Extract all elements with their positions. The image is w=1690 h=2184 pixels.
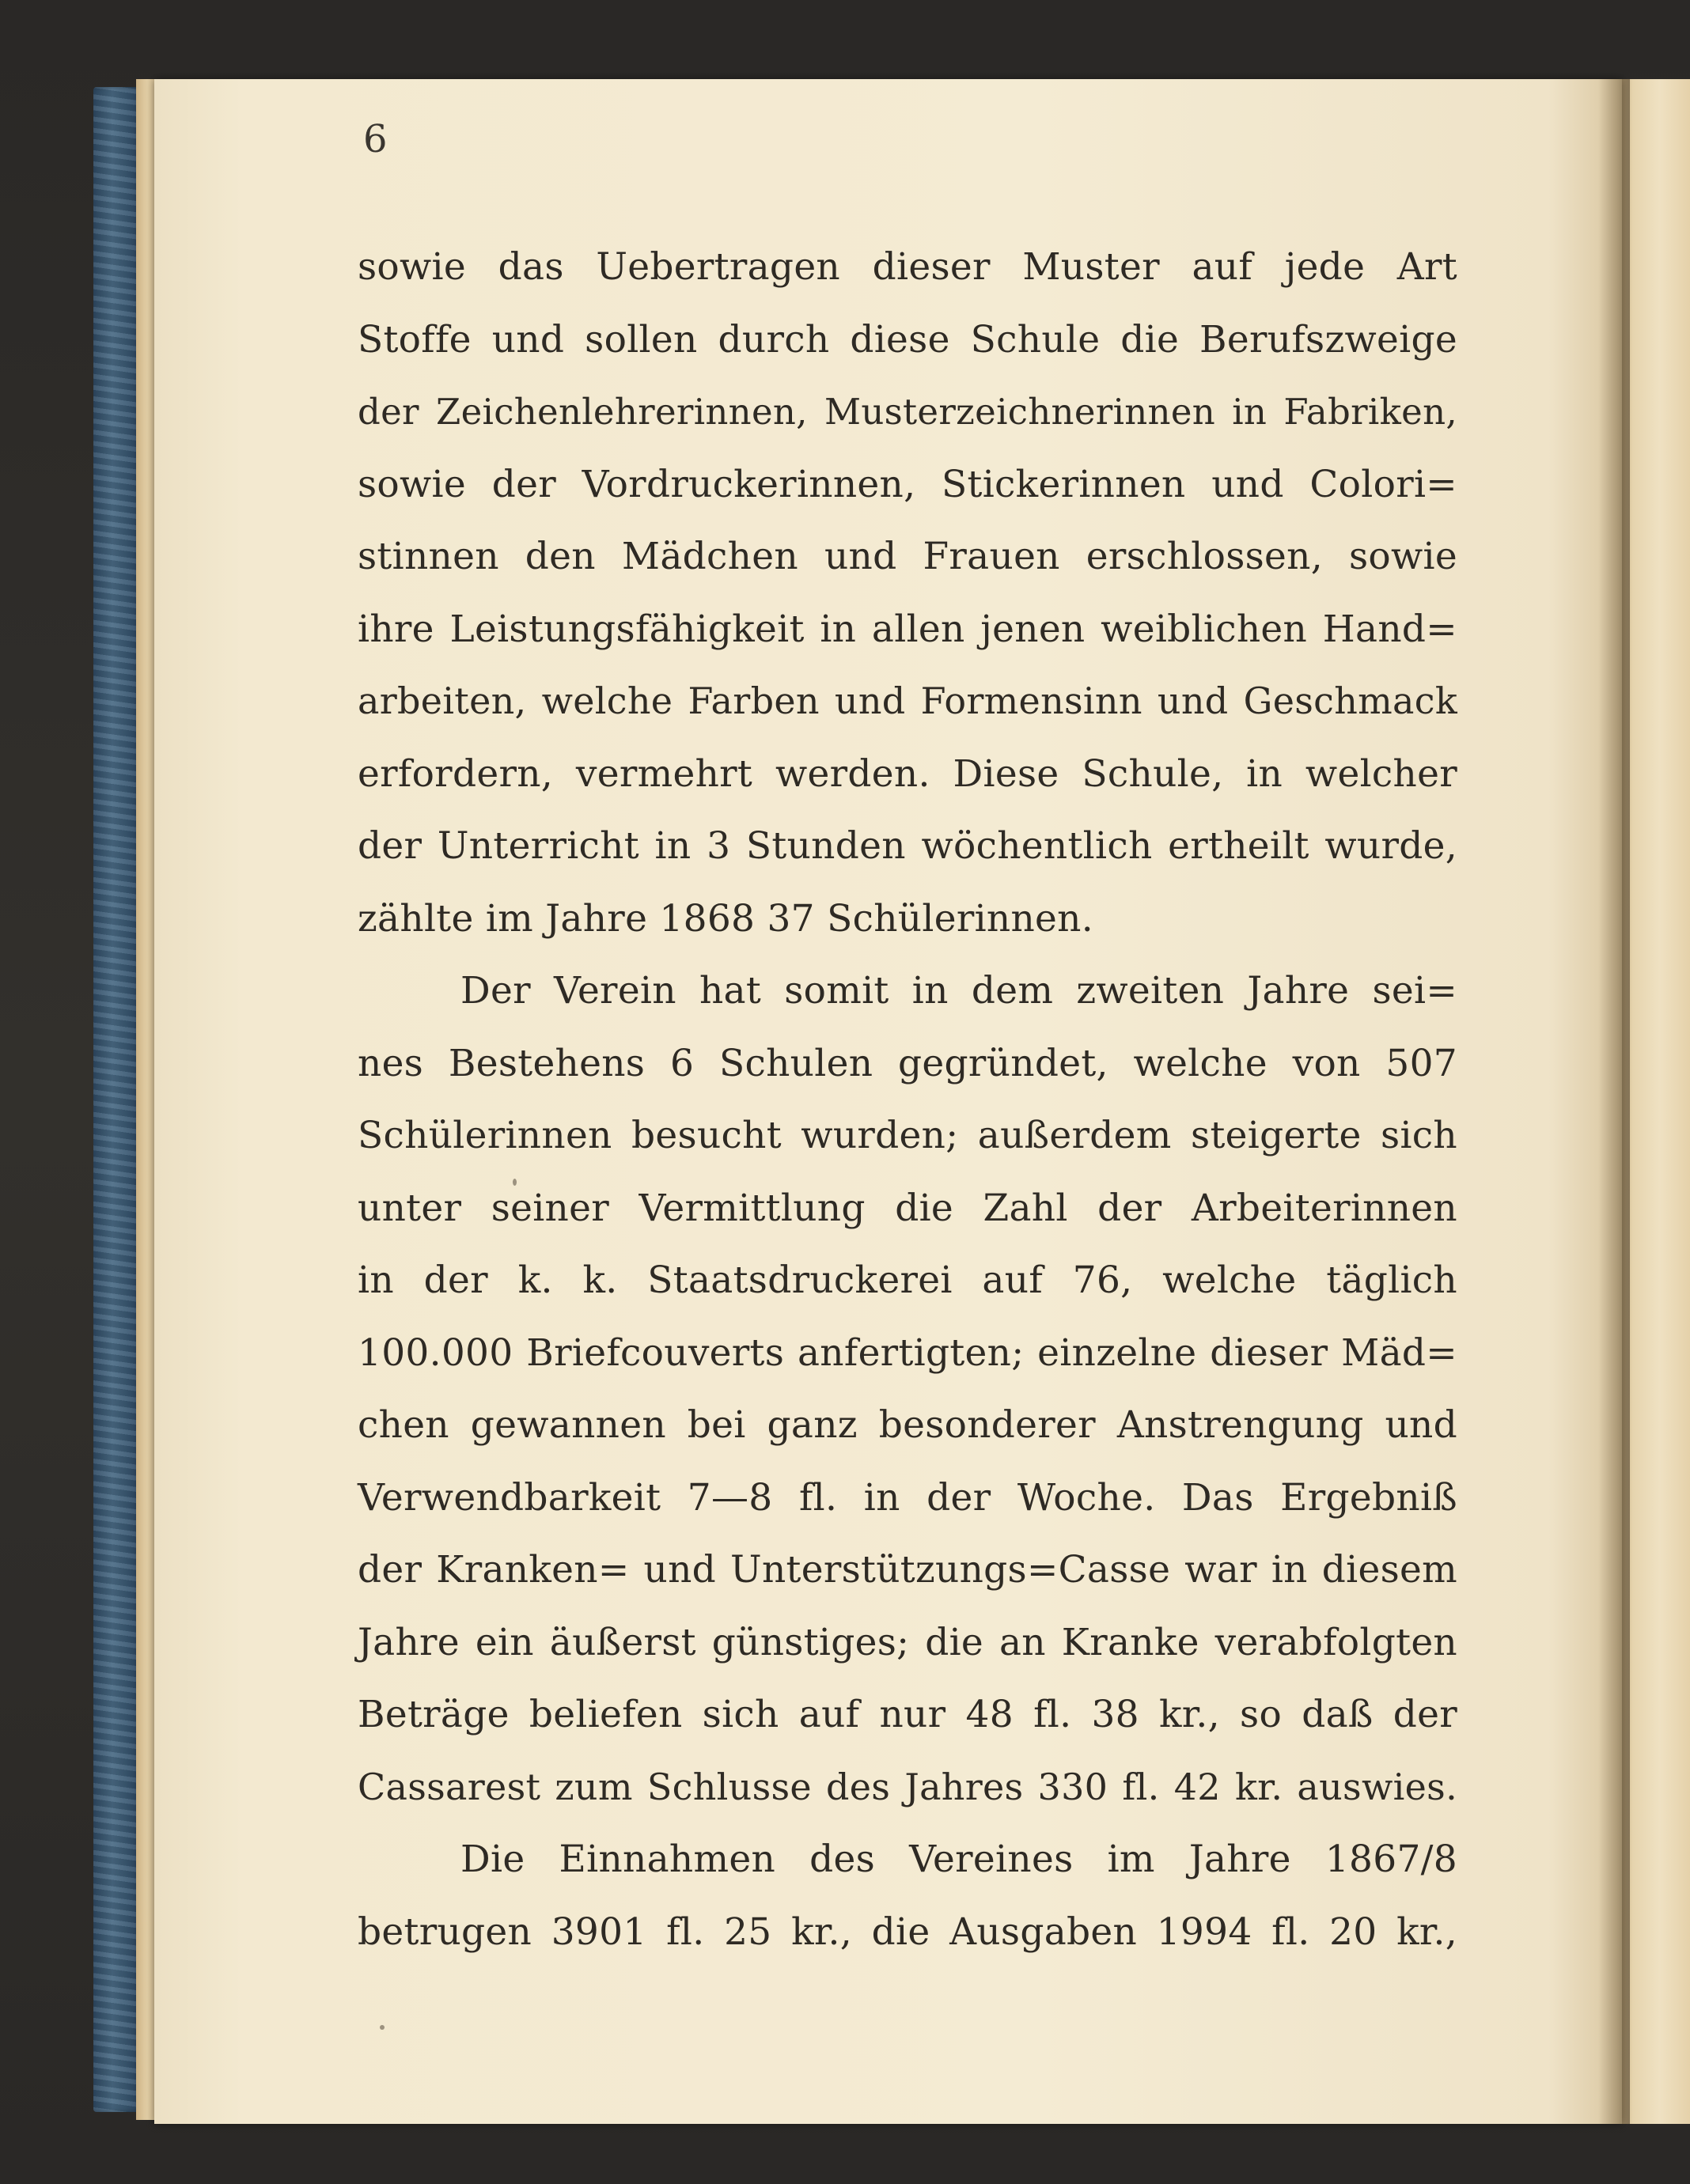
text-line: Verwendbarkeit 7—8 fl. in der Woche. Das Ergebniß [358, 1475, 1457, 1520]
text-line: sowie das Uebertragen dieser Muster auf jede Art [358, 245, 1457, 289]
marbled-book-edge [93, 87, 141, 2112]
gutter-shadow [1598, 79, 1630, 2124]
text-line: in der k. k. Staatsdruckerei auf 76, welche täglich [358, 1259, 1457, 1302]
text-line: arbeiten, welche Farben und Formensinn und Geschmack [358, 679, 1457, 722]
text-line: zählte im Jahre 1868 37 Schülerinnen. [358, 896, 1093, 941]
text-line: Schülerinnen besucht wurden; außerdem steigerte sich [358, 1114, 1457, 1157]
text-line: der Unterricht in 3 Stunden wöchentlich ertheilt wurde, [358, 824, 1457, 868]
text-line: Stoffe und sollen durch diese Schule die Berufszweige [358, 317, 1457, 361]
text-line: Jahre ein äußerst günstiges; die an Kranke verabfolgten [358, 1620, 1457, 1664]
text-line: 100.000 Briefcouverts anfertigten; einzelne dieser Mäd= [358, 1330, 1457, 1375]
text-line: betrugen 3901 fl. 25 kr., die Ausgaben 1994 fl. 20 kr., [358, 1910, 1457, 1954]
text-line: stinnen den Mädchen und Frauen erschlossen, sowie [358, 535, 1457, 578]
text-line: chen gewannen bei ganz besonderer Anstrengung und [358, 1403, 1457, 1447]
text-line: Die Einnahmen des Vereines im Jahre 1867/8 [460, 1838, 1457, 1881]
text-line: sowie der Vordruckerinnen, Stickerinnen und Colori= [358, 462, 1457, 506]
body-text [358, 231, 1457, 1968]
paper-speck [380, 2025, 385, 2030]
page-number: 6 [363, 117, 388, 161]
text-line: erfordern, vermehrt werden. Diese Schule, in welcher [358, 751, 1457, 796]
text-line: Cassarest zum Schlusse des Jahres 330 fl. 42 kr. auswies. [358, 1765, 1457, 1808]
text-line: Der Verein hat somit in dem zweiten Jahre sei= [460, 969, 1457, 1013]
text-line: der Zeichenlehrerinnen, Musterzeichnerinnen in Fabriken, [358, 391, 1457, 433]
text-line: Beträge beliefen sich auf nur 48 fl. 38 kr., so daß der [358, 1693, 1457, 1736]
text-line: unter seiner Vermittlung die Zahl der Arbeiterinnen [358, 1186, 1457, 1230]
text-line: der Kranken= und Unterstützungs=Casse war in diesem [358, 1548, 1457, 1592]
text-line: ihre Leistungsfähigkeit in allen jenen weiblichen Hand= [358, 607, 1457, 651]
text-line: nes Bestehens 6 Schulen gegründet, welche von 507 [358, 1041, 1457, 1085]
